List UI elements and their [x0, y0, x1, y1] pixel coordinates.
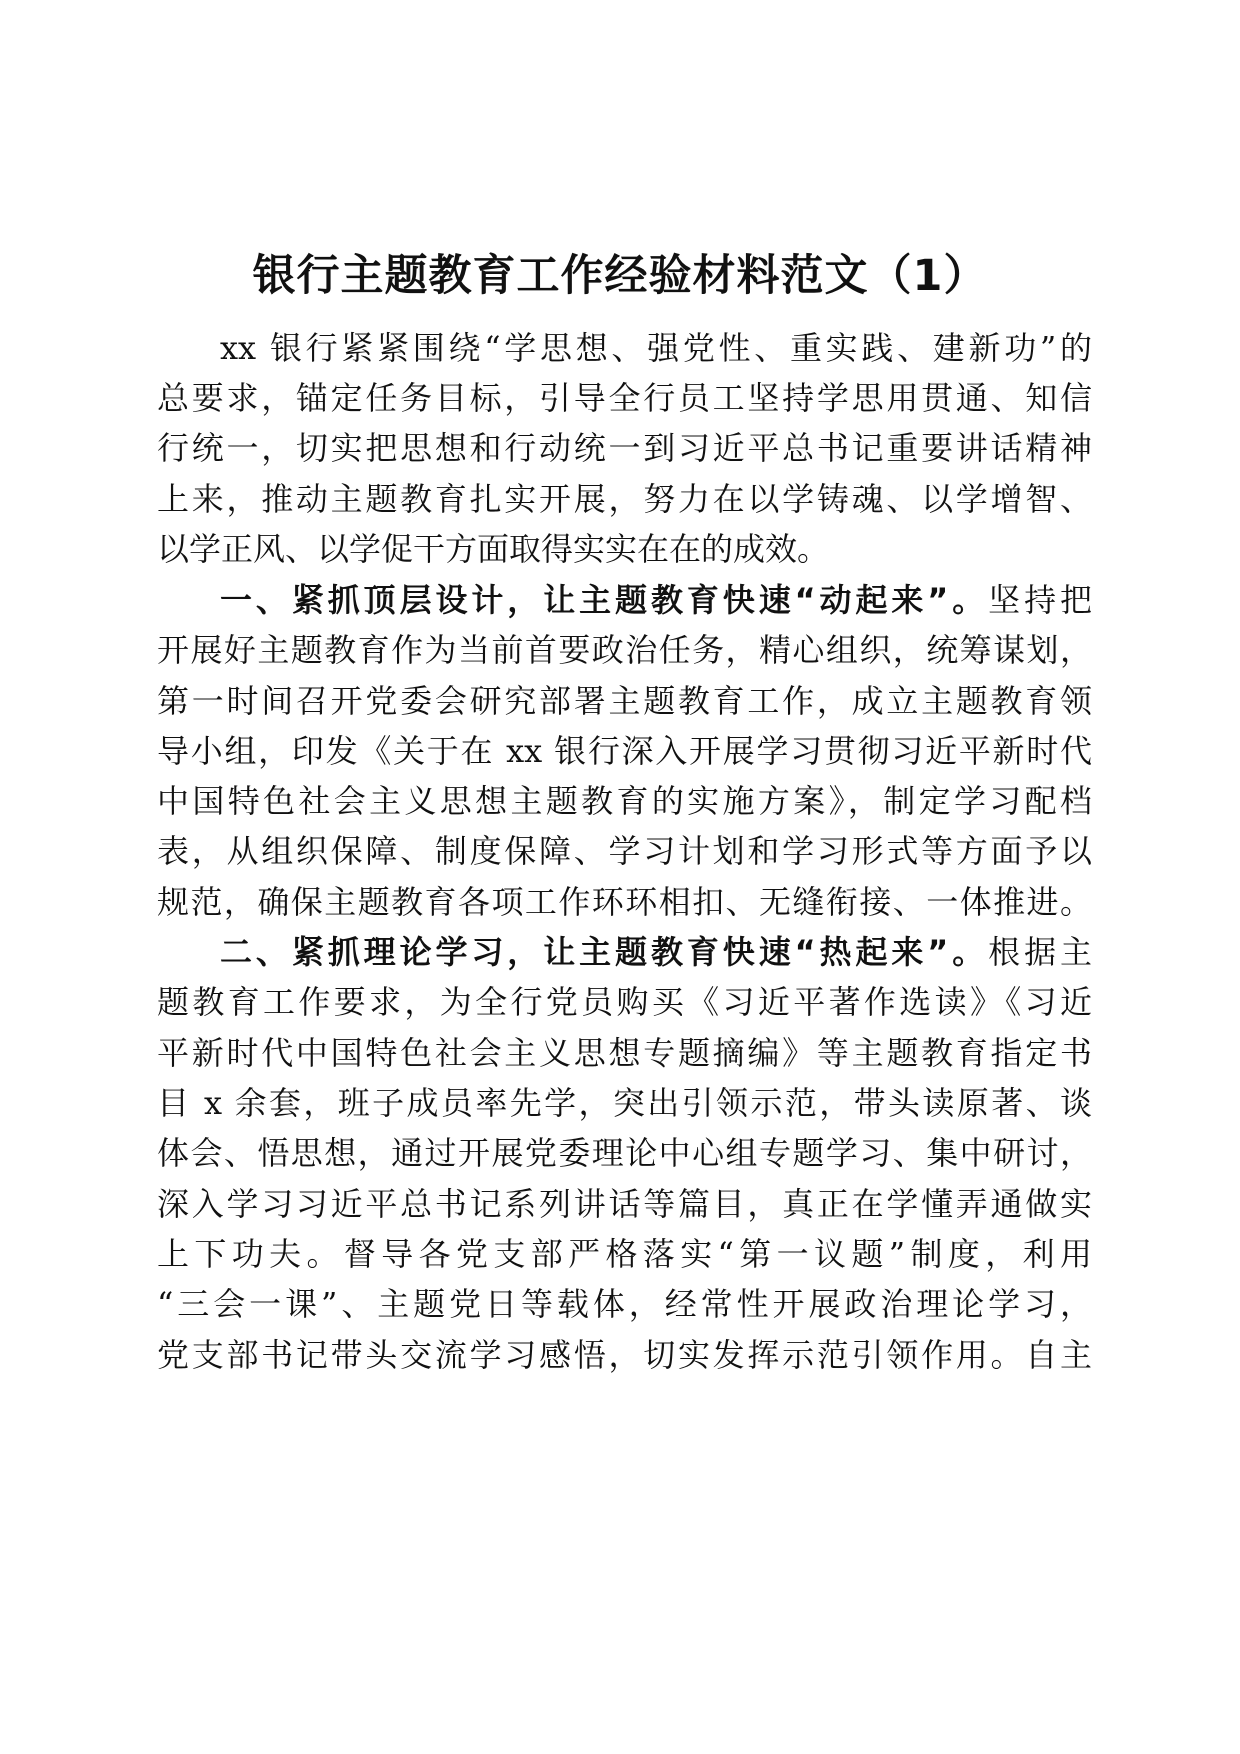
paragraph-1-line-4: 上来，推动主题教育扎实开展，努力在以学铸魂、以学增智、: [157, 480, 1092, 518]
paragraph-1-line-1: xx 银行紧紧围绕“学思想、强党性、重实践、建新功”的: [220, 329, 1092, 367]
paragraph-3-line-3: 平新时代中国特色社会主义思想专题摘编》等主题教育指定书: [157, 1034, 1092, 1072]
section-heading-2: 二、紧抓理论学习，让主题教育快速“热起来”。: [220, 933, 989, 971]
paragraph-3-line-7: 上下功夫。督导各党支部严格落实“第一议题”制度，利用: [157, 1235, 1092, 1273]
paragraph-3-line-8: “三会一课”、主题党日等载体，经常性开展政治理论学习，: [157, 1285, 1092, 1323]
paragraph-2-line-5: 中国特色社会主义思想主题教育的实施方案》，制定学习配档: [157, 782, 1092, 820]
paragraph-3-line-2: 题教育工作要求，为全行党员购买《习近平著作选读》《习近: [157, 983, 1092, 1021]
paragraph-1-line-3: 行统一，切实把思想和行动统一到习近平总书记重要讲话精神: [157, 429, 1092, 467]
paragraph-2-line-1: [220, 580, 1092, 620]
paragraph-2-line-4: 导小组，印发《关于在 xx 银行深入开展学习贯彻习近平新时代: [157, 732, 1092, 770]
paragraph-3-first-line-rest: 根据主: [988, 933, 1092, 971]
paragraph-3-line-1: [220, 932, 1092, 972]
paragraph-2-line-3: 第一时间召开党委会研究部署主题教育工作，成立主题教育领: [157, 682, 1092, 720]
paragraph-2-first-line-rest: 坚持把: [988, 581, 1092, 619]
paragraph-3-line-9: 党支部书记带头交流学习感悟，切实发挥示范引领作用。自主: [157, 1336, 1092, 1374]
paragraph-2-line-7: 规范，确保主题教育各项工作环环相扣、无缝衔接、一体推进。: [157, 883, 1092, 921]
paragraph-3-line-4: 目 x 余套，班子成员率先学，突出引领示范，带头读原著、谈: [157, 1084, 1092, 1122]
paragraph-2-line-6: 表，从组织保障、制度保障、学习计划和学习形式等方面予以: [157, 832, 1092, 870]
paragraph-2-line-2: 开展好主题教育作为当前首要政治任务，精心组织，统筹谋划，: [157, 631, 1092, 669]
paragraph-1-line-2: 总要求，锚定任务目标，引导全行员工坚持学思用贯通、知信: [157, 379, 1092, 417]
paragraph-1-line-5: 以学正风、以学促干方面取得实实在在的成效。: [157, 530, 830, 568]
paragraph-3-line-5: 体会、悟思想，通过开展党委理论中心组专题学习、集中研讨，: [157, 1134, 1092, 1172]
document-title: 银行主题教育工作经验材料范文（1）: [252, 251, 988, 301]
paragraph-3-line-6: 深入学习习近平总书记系列讲话等篇目，真正在学懂弄通做实: [157, 1185, 1092, 1223]
section-heading-1: 一、紧抓顶层设计，让主题教育快速“动起来”。: [220, 581, 989, 619]
